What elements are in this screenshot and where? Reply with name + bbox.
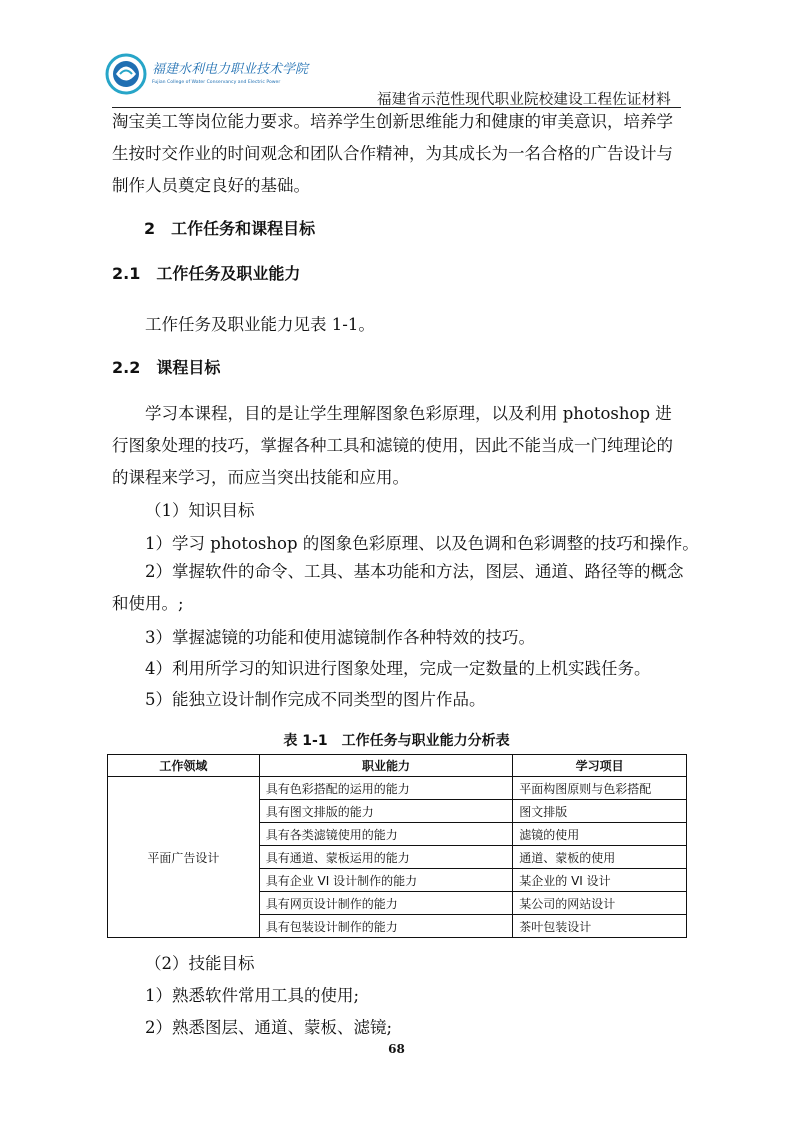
skill-goal-heading: （2）技能目标 <box>145 954 255 973</box>
ability-cell: 具有包装设计制作的能力 <box>259 915 513 938</box>
knowledge-goal-heading: （1）知识目标 <box>145 501 255 520</box>
project-cell: 平面构图原则与色彩搭配 <box>513 777 687 800</box>
svg-text:Fujian College of Water Conser: Fujian College of Water Conservancy and Electric Power <box>152 80 281 85</box>
project-cell: 滤镜的使用 <box>513 823 687 846</box>
ability-cell: 具有企业 VI 设计制作的能力 <box>259 869 513 892</box>
knowledge-goal-3: 3）掌握滤镜的功能和使用滤镜制作各种特效的技巧。 <box>145 628 535 647</box>
table-header-ability: 职业能力 <box>259 755 513 777</box>
project-cell: 某企业的 VI 设计 <box>513 869 687 892</box>
section-heading-2: 2 工作任务和课程目标 <box>144 219 316 238</box>
ability-cell: 具有各类滤镜使用的能力 <box>259 823 513 846</box>
ability-cell: 具有通道、蒙板运用的能力 <box>259 846 513 869</box>
ability-cell: 具有图文排版的能力 <box>259 800 513 823</box>
section-heading-2-2: 2.2 课程目标 <box>112 358 221 377</box>
page-number: 68 <box>388 1042 405 1056</box>
project-cell: 茶叶包装设计 <box>513 915 687 938</box>
svg-text:福建水利电力职业技术学院: 福建水利电力职业技术学院 <box>152 62 309 77</box>
table-header-domain: 工作领域 <box>108 755 260 777</box>
table-row <box>108 777 687 800</box>
project-cell: 某公司的网站设计 <box>513 892 687 915</box>
header-title: 福建省示范性现代职业院校建设工程佐证材料 <box>377 92 671 108</box>
section-heading-2-1: 2.1 工作任务及职业能力 <box>112 264 301 283</box>
table-header-row <box>108 755 687 777</box>
intro-paragraph: 淘宝美工等岗位能力要求。培养学生创新思维能力和健康的审美意识，培养学生按时交作业的时间观念和团队合作精神，为其成长为一名合格的广告设计与制作人员奠定良好的基础。 <box>112 112 673 195</box>
project-cell: 图文排版 <box>513 800 687 823</box>
knowledge-goal-2: 2）掌握软件的命令、工具、基本功能和方法，图层、通道、路径等的概念和使用。; <box>112 562 684 613</box>
knowledge-goal-4: 4）利用所学习的知识进行图象处理，完成一定数量的上机实践任务。 <box>145 659 651 678</box>
table-caption: 表 1-1 工作任务与职业能力分析表 <box>283 733 510 749</box>
ability-cell: 具有色彩搭配的运用的能力 <box>259 777 513 800</box>
project-cell: 通道、蒙板的使用 <box>513 846 687 869</box>
knowledge-goal-5: 5）能独立设计制作完成不同类型的图片作品。 <box>145 690 486 709</box>
section-2-2-paragraph: 学习本课程，目的是让学生理解图象色彩原理，以及利用 photoshop 进行图象处理的技巧，掌握各种工具和滤镜的使用，因此不能当成一门纯理论的的课程来学习，而应当突出技能和应用。 <box>112 404 673 487</box>
knowledge-goal-1: 1）学习 photoshop 的图象色彩原理、以及色调和色彩调整的技巧和操作。 <box>145 534 699 553</box>
work-domain-cell: 平面广告设计 <box>108 777 260 938</box>
skill-goal-1: 1）熟悉软件常用工具的使用; <box>145 986 360 1005</box>
skill-goal-2: 2）熟悉图层、通道、蒙板、滤镜; <box>145 1018 393 1037</box>
ability-cell: 具有网页设计制作的能力 <box>259 892 513 915</box>
work-task-table <box>107 754 687 938</box>
college-logo <box>102 47 309 99</box>
table-header-project: 学习项目 <box>513 755 687 777</box>
section-2-1-text: 工作任务及职业能力见表 1-1。 <box>145 315 375 334</box>
